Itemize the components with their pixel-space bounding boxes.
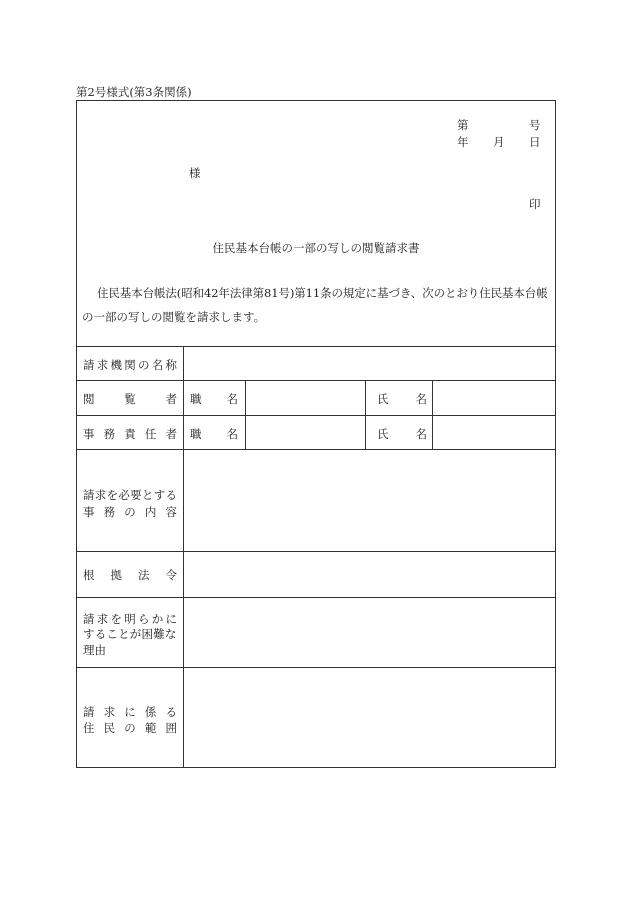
row-divider [77, 346, 555, 347]
cell-divider [245, 380, 246, 449]
reason-label-line-3: 理由 [83, 643, 106, 657]
job-title-label: 職 名 [190, 392, 238, 406]
scope-label-line-2: 住 民 の 範 囲 [83, 721, 177, 735]
full-name-label: 氏 名 [377, 392, 427, 406]
seal-label: 印 [529, 197, 541, 211]
day-label: 日 [529, 135, 541, 149]
reason-label-line-1: 請 求 を 明 ら か に [83, 612, 177, 626]
row-divider [77, 551, 555, 552]
scope-label-line-1: 請 求 に 係 る [83, 705, 177, 719]
addressee-honorific: 様 [189, 166, 201, 180]
reason-label-line-2: することが困難な [83, 627, 177, 641]
row-divider [77, 415, 555, 416]
cell-divider [365, 380, 366, 449]
responsible-person-label: 事 務 責 任 者 [83, 427, 177, 441]
form-number-label: 第2号様式(第3条関係) [76, 85, 192, 99]
agency-name-label: 請 求 機 関 の 名 称 [83, 358, 177, 372]
body-text-line-1: 住民基本台帳法(昭和42年法律第81号)第11条の規定に基づき、次のとおり住民基本台帳 [97, 286, 548, 300]
full-name-label: 氏 名 [377, 427, 427, 441]
month-label: 月 [493, 135, 505, 149]
body-text-line-2: の一部の写しの閲覧を請求します。 [82, 310, 266, 324]
purpose-label-line-1: 請 求 を 必 要 と す る [83, 488, 177, 502]
cell-divider [432, 380, 433, 449]
row-divider [77, 597, 555, 598]
row-divider [77, 449, 555, 450]
legal-basis-label: 根 拠 法 令 [83, 568, 177, 582]
row-divider [77, 667, 555, 668]
job-title-label: 職 名 [190, 427, 238, 441]
row-divider [77, 380, 555, 381]
request-form [76, 100, 556, 768]
number-suffix: 号 [529, 118, 541, 132]
purpose-label-line-2: 事 務 の 内 容 [83, 505, 177, 519]
number-prefix: 第 [457, 118, 469, 132]
viewer-label: 閲 覧 者 [83, 392, 177, 406]
label-column-divider [183, 346, 184, 767]
form-title: 住民基本台帳の一部の写しの閲覧請求書 [212, 241, 420, 255]
year-label: 年 [457, 135, 469, 149]
